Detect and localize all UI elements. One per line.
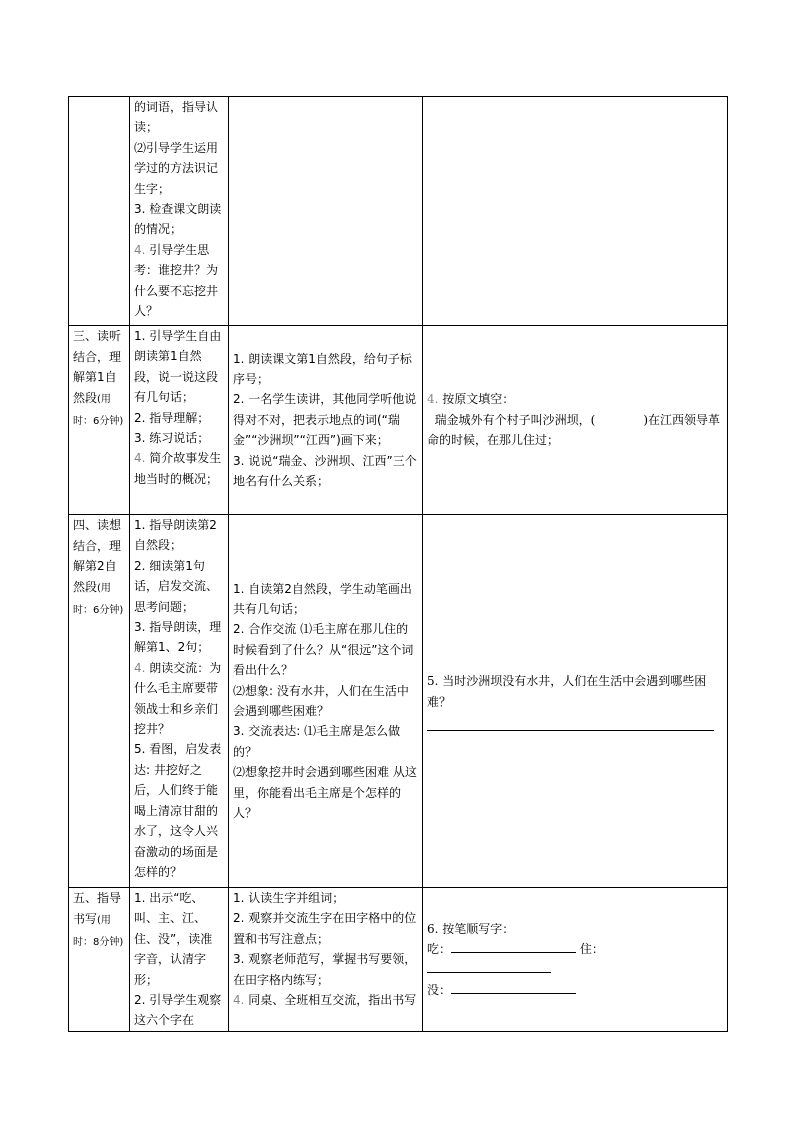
teacher-step: 4. 引导学生思考：谁挖井？为什么要不忘挖井人？ — [134, 242, 219, 319]
writing-line-2 — [427, 980, 723, 1000]
stage-cell — [69, 326, 130, 515]
teacher-step: 4. 简介故事发生地当时的概况； — [134, 451, 222, 486]
answer-line[interactable] — [427, 720, 714, 731]
teacher-step: 的词语，指导认读； — [134, 100, 219, 135]
teacher-activity-cell — [130, 515, 229, 888]
stage-title: 五、指导书写 — [73, 891, 122, 926]
step-number: 4. — [427, 392, 439, 407]
teacher-step: 1. 出示“吃、叫、主、江、住、没”，读准字音，认清字形； — [134, 891, 213, 987]
teacher-step: 2. 指导理解； — [134, 410, 210, 425]
stage-time: (用时：8分钟) — [73, 914, 124, 948]
student-step: ⑵想象挖井时会遇到哪些困难 从这里，你能看出毛主席是个怎样的人？ — [233, 765, 417, 821]
student-activity-cell — [229, 326, 423, 515]
teacher-step: 3. 检查课文朗读的情况； — [134, 202, 222, 237]
student-activity-cell — [229, 515, 423, 888]
lesson-plan-table — [68, 96, 728, 1032]
table-row — [69, 326, 728, 515]
teacher-step: 2. 引导学生观察这六个字在 — [134, 993, 222, 1028]
teacher-step: 3. 指导朗读，理解第1、2句； — [134, 620, 222, 655]
teacher-step: 1. 引导学生自由朗读第1自然段，说一说这段有几句话； — [134, 329, 222, 405]
stage-time: (用时：6分钟) — [73, 393, 124, 427]
student-step: 2. 一名学生读讲，其他同学听他说得对不对，把表示地点的词(“瑞金”“沙洲坝”“江西”)画下来； — [233, 392, 417, 448]
step-number: 4. — [134, 660, 146, 675]
teacher-step: 2. 细读第1句话，启发交流、思考问题； — [134, 558, 219, 614]
student-step: 3. 观察老师范写，掌握书写要领，在田字格内练写； — [233, 952, 417, 987]
stage-title: 四、读想结合，理解第2自然段 — [73, 518, 122, 594]
teacher-activity-cell — [130, 326, 229, 515]
student-step: 2. 合作交流 ⑴毛主席在那儿住的时候看到了什么？从“很远”这个词看出什么？ — [233, 622, 414, 678]
teacher-activity-cell — [130, 888, 229, 1032]
student-activity-cell — [229, 888, 423, 1032]
exercise-cell — [423, 97, 728, 326]
student-activity-cell — [229, 97, 423, 326]
writing-char-label: 没： — [427, 982, 452, 997]
teacher-step: 4. 朗读交流：为什么毛主席要带领战士和乡亲们挖井？ — [134, 660, 222, 737]
table-row — [69, 888, 728, 1032]
step-number: 4. — [233, 993, 245, 1008]
exercise-question: 5. 当时沙洲坝没有水井，人们在生活中会遇到哪些困难？ — [427, 674, 707, 709]
writing-blank[interactable] — [427, 960, 551, 973]
student-step: 3. 交流表达: ⑴毛主席是怎么做的？ — [233, 724, 401, 759]
student-step: 2. 观察并交流生字在田字格中的位置和书写注意点； — [233, 911, 417, 946]
stage-time: (用时：6分钟) — [73, 582, 124, 616]
teacher-step: 5. 看图，启发表达: 井挖好之后，人们终于能喝上清凉甘甜的水了，这令人兴奋激动的场面是怎样的？ — [134, 742, 222, 879]
writing-char-label: 吃： — [427, 942, 452, 957]
table-row — [69, 515, 728, 888]
exercise-title: 6. 按笔顺写字： — [427, 921, 515, 936]
exercise-cell — [423, 515, 728, 888]
stage-title: 三、读听结合，理解第1自然段 — [73, 329, 122, 405]
step-number: 4. — [134, 451, 146, 466]
teacher-step: ⑵引导学生运用学过的方法识记生字； — [134, 140, 219, 196]
exercise-text — [427, 410, 723, 451]
student-step: 4. 同桌、全班相互交流，指出书写 — [233, 993, 417, 1008]
teacher-step: 1. 指导朗读第2自然段； — [134, 518, 217, 553]
stage-cell — [69, 888, 130, 1032]
exercise-text-a: 瑞金城外有个村子叫沙洲坝，( — [434, 412, 596, 427]
student-step: 1. 自读第2自然段，学生动笔画出共有几句话； — [233, 581, 412, 616]
exercise-title: 4. 按原文填空： — [427, 392, 515, 407]
teacher-step: 3. 练习说话； — [134, 431, 210, 446]
exercise-cell — [423, 326, 728, 515]
table-row — [69, 97, 728, 326]
student-step: 1. 朗读课文第1自然段，给句子标序号； — [233, 351, 412, 386]
teacher-activity-cell — [130, 97, 229, 326]
student-step: 3. 说说“瑞金、沙洲坝、江西”三个地名有什么关系； — [233, 453, 417, 489]
student-step: 1. 认读生字并组词； — [233, 891, 345, 905]
writing-char-label: 住： — [579, 942, 604, 957]
step-number: 4. — [134, 242, 146, 257]
writing-line-1 — [427, 939, 723, 980]
exercise-cell — [423, 888, 728, 1032]
writing-blank[interactable] — [451, 981, 576, 994]
writing-blank[interactable] — [451, 940, 576, 953]
exercise-text-b: )在江西领导革命的时候，在那儿住过； — [427, 412, 721, 448]
student-step: ⑵想象: 没有水井，人们在生活中会遇到哪些困难？ — [233, 683, 409, 718]
stage-cell — [69, 97, 130, 326]
stage-cell — [69, 515, 130, 888]
